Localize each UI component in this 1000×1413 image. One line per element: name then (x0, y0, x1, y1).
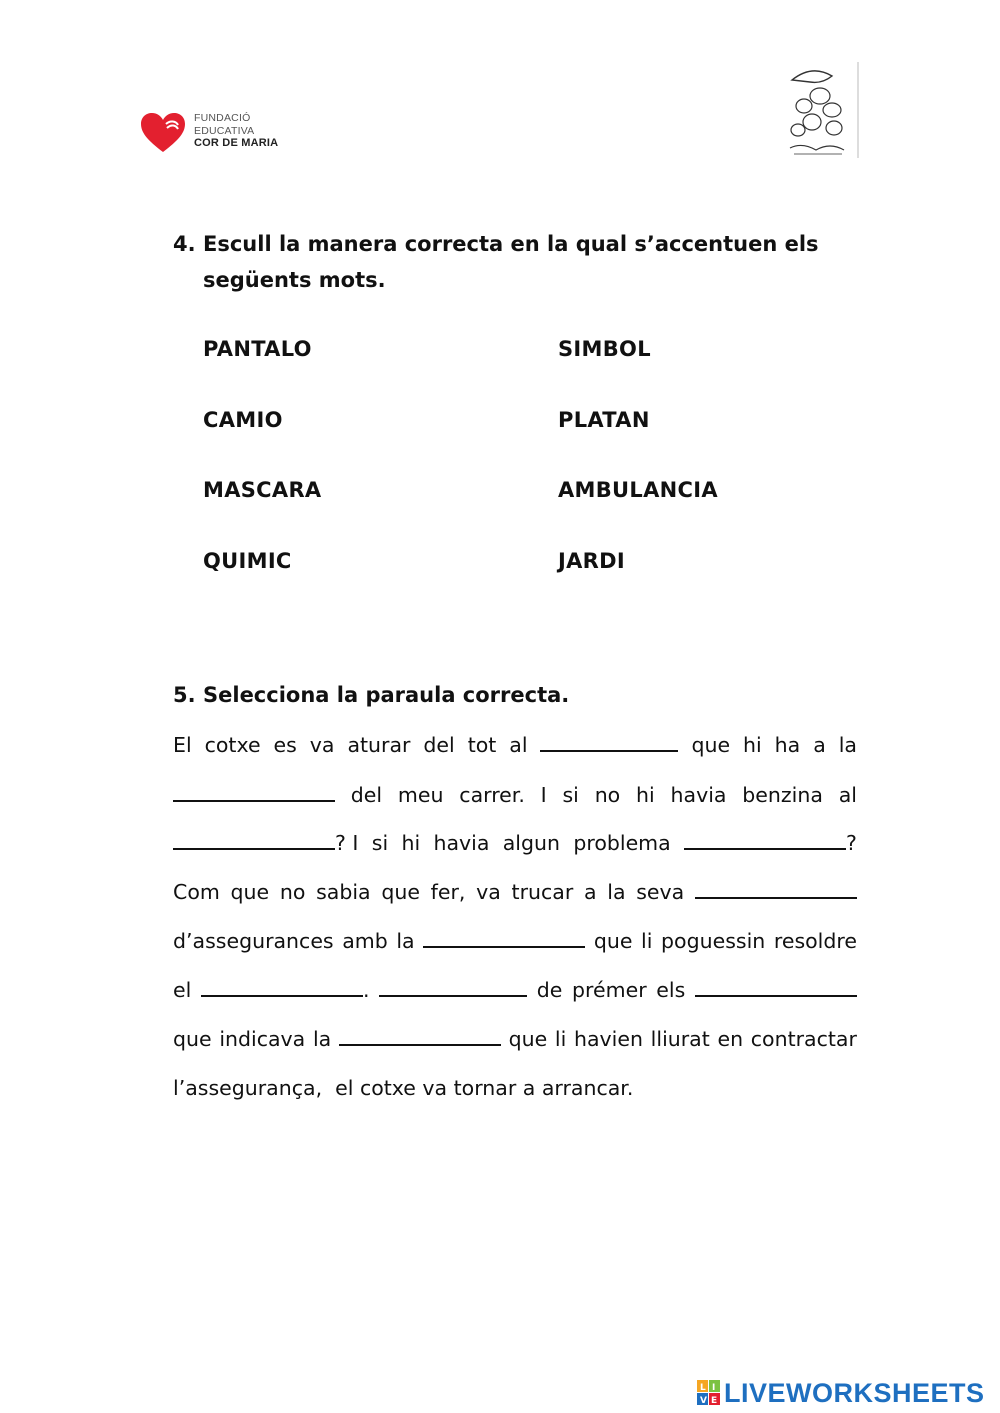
word-item[interactable]: PLATAN (558, 408, 650, 432)
blank-dropdown[interactable] (173, 782, 335, 802)
blank-dropdown[interactable] (540, 732, 678, 752)
text-word: resoldre (773, 929, 857, 953)
text-word: hi (401, 831, 421, 855)
liveworksheets-brand (697, 1378, 997, 1410)
text-word: ? (846, 831, 857, 855)
text-word: que (593, 929, 633, 953)
text-word: al (509, 733, 528, 757)
text-word: ha (774, 733, 801, 757)
text-word: no (279, 880, 306, 904)
text-word: de (536, 978, 563, 1002)
logo-line-2: EDUCATIVA (194, 124, 255, 137)
text-word: hi (636, 783, 655, 807)
word-item[interactable]: CAMIO (203, 408, 283, 432)
text-word: la (607, 880, 626, 904)
text-word: havien (573, 1027, 643, 1051)
blank-dropdown[interactable] (339, 1026, 501, 1046)
cloze-line (173, 829, 857, 857)
cloze-line (173, 731, 857, 759)
blank-dropdown[interactable] (695, 879, 857, 899)
text-word: hi (743, 733, 762, 757)
word-item[interactable]: JARDI (558, 549, 625, 573)
text-word: no (594, 783, 621, 807)
blank-dropdown[interactable] (695, 977, 857, 997)
heart-icon (140, 112, 186, 154)
text-word: si (371, 831, 389, 855)
text-word: indicava (219, 1027, 306, 1051)
logo-line-3: COR DE MARIA (194, 137, 279, 149)
text-word: la (312, 1027, 332, 1051)
cloze-line (173, 781, 857, 809)
exercise-5-title: Selecciona la paraula correcta. (203, 683, 570, 707)
liveworksheets-icon (697, 1380, 721, 1406)
text-word: al (838, 783, 857, 807)
text-word: prémer (572, 978, 647, 1002)
word-item[interactable]: MASCARA (203, 478, 322, 502)
text-word: els (656, 978, 686, 1002)
text-word: si (562, 783, 579, 807)
text-word: va (309, 733, 335, 757)
text-word: contractar (750, 1027, 857, 1051)
blank-dropdown[interactable] (423, 928, 585, 948)
cloze-line (173, 976, 857, 1004)
text-word: la (838, 733, 857, 757)
cloze-line (173, 878, 857, 906)
text-word: del (350, 783, 383, 807)
text-word: lliurat (650, 1027, 710, 1051)
text-word: ? I (335, 831, 359, 855)
logo-line-1: FUNDACIÓ (194, 112, 251, 124)
cloze-line-last: l’assegurança, el cotxe va tornar a arrancar. (173, 1076, 634, 1100)
cloze-line (173, 927, 857, 955)
text-word: carrer. (459, 783, 525, 807)
text-word: li (554, 1027, 567, 1051)
text-word: poguessin (661, 929, 766, 953)
word-item[interactable]: PANTALO (203, 337, 312, 361)
word-item[interactable]: AMBULANCIA (558, 478, 718, 502)
text-word: Com (173, 880, 220, 904)
exercise-4-title: Escull la manera correcta en la qual s’accentuen els següents mots. (203, 232, 819, 292)
text-word: havia (670, 783, 727, 807)
text-word: va (476, 880, 501, 904)
cloze-line (173, 1025, 857, 1053)
fundacio-logo-text (194, 112, 278, 150)
text-word: d’assegurances (173, 929, 334, 953)
text-word: que (691, 733, 731, 757)
text-word: tot (467, 733, 497, 757)
text-word: que (508, 1027, 548, 1051)
text-word: problema (573, 831, 671, 855)
text-word: El (173, 733, 192, 757)
text-word: li (641, 929, 653, 953)
text-word: en (717, 1027, 744, 1051)
text-word: el (173, 978, 192, 1002)
text-word: havia (433, 831, 490, 855)
text-word: sabia (316, 880, 371, 904)
word-item[interactable]: QUIMIC (203, 549, 292, 573)
text-word: algun (502, 831, 561, 855)
text-word: que (230, 880, 270, 904)
text-word: aturar (347, 733, 411, 757)
fundacio-logo (140, 110, 300, 158)
text-word: seva (636, 880, 685, 904)
svg-text:L: L (700, 1383, 706, 1393)
exercise-4-number: 4. (173, 232, 196, 256)
text-word: fer, (430, 880, 466, 904)
text-word: a (813, 733, 826, 757)
word-item[interactable]: SIMBOL (558, 337, 651, 361)
brand-name: LIVEWORKSHEETS (724, 1378, 985, 1408)
svg-text:I: I (712, 1383, 716, 1393)
text-word: amb (342, 929, 388, 953)
text-word: a (583, 880, 597, 904)
text-word: benzina (742, 783, 823, 807)
text-word: es (273, 733, 297, 757)
text-word: que (381, 880, 420, 904)
svg-text:V: V (700, 1396, 707, 1406)
blank-dropdown[interactable] (201, 977, 363, 997)
text-word: trucar (511, 880, 574, 904)
svg-text:E: E (711, 1396, 718, 1406)
text-word: I (540, 783, 547, 807)
blank-dropdown[interactable] (173, 830, 335, 850)
text-word: meu (397, 783, 444, 807)
school-illustration-logo (782, 62, 862, 158)
blank-dropdown[interactable] (684, 830, 846, 850)
text-word: del (423, 733, 455, 757)
text-word: cotxe (204, 733, 261, 757)
exercise-5-number: 5. (173, 683, 196, 707)
text-word: . (362, 978, 370, 1002)
text-word: que (173, 1027, 212, 1051)
blank-dropdown[interactable] (379, 977, 527, 997)
text-word: la (396, 929, 415, 953)
